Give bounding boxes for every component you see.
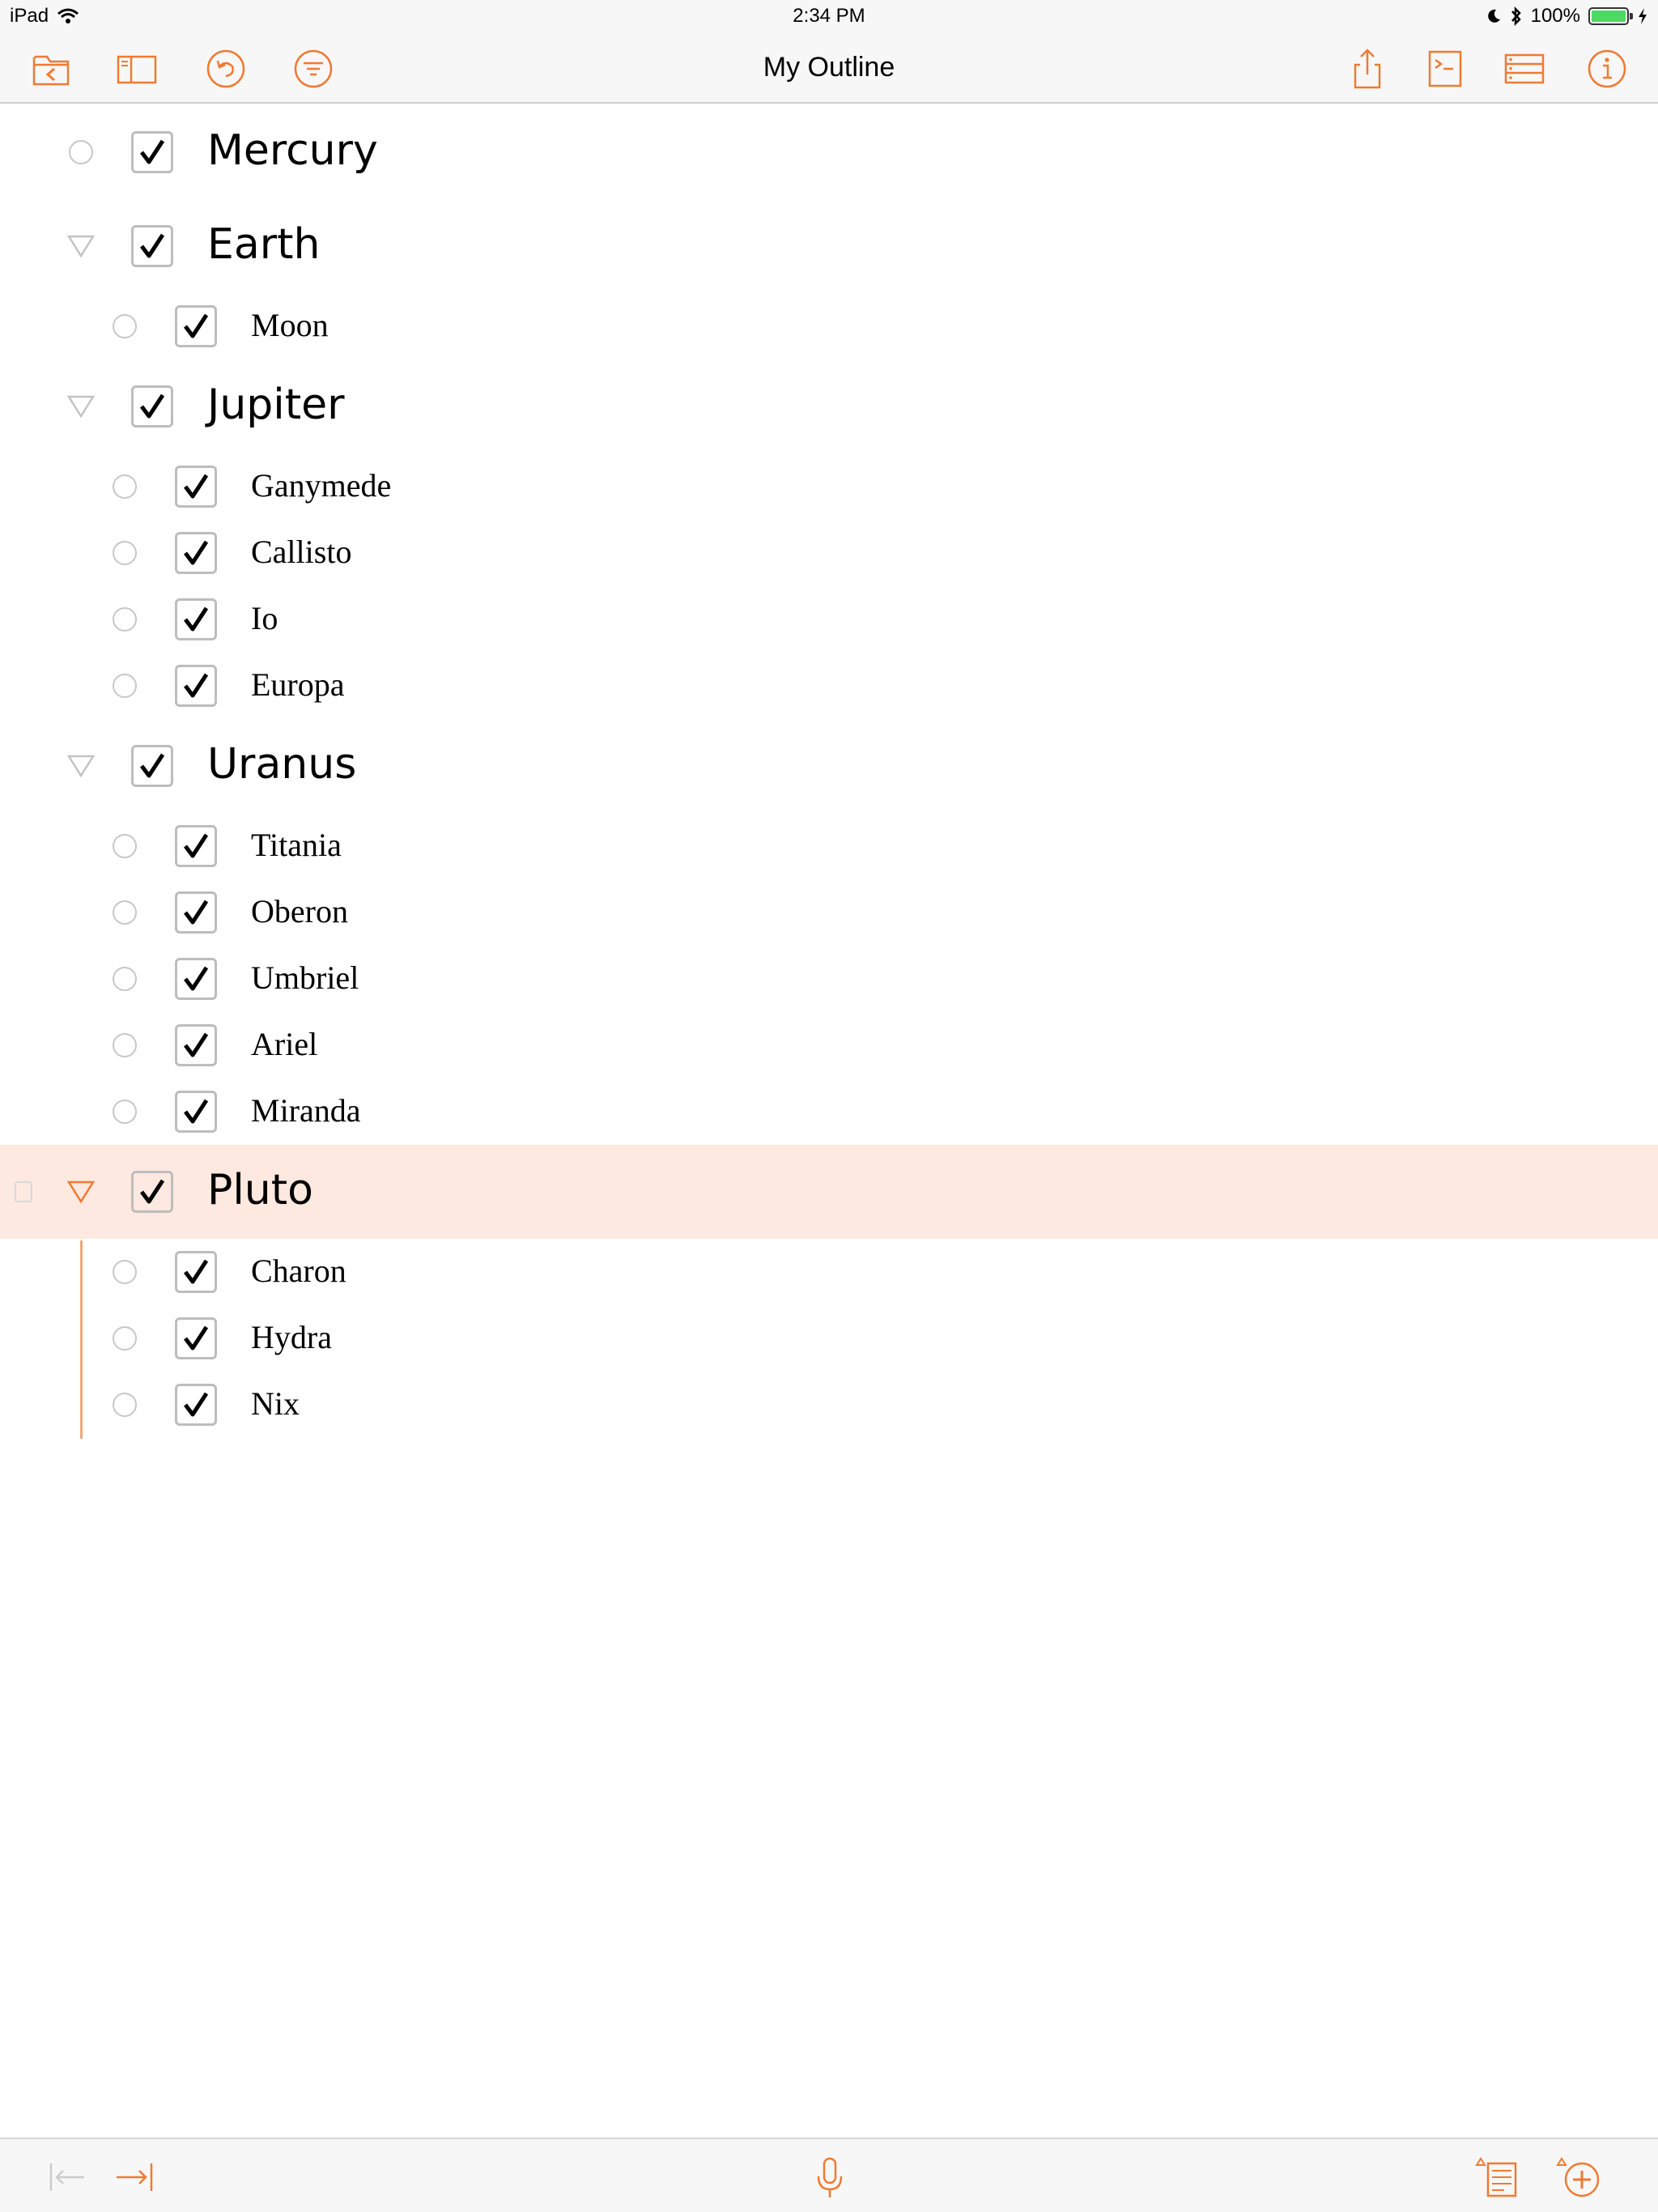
top-toolbar bbox=[0, 32, 1658, 104]
row-bullet-icon[interactable] bbox=[113, 1260, 137, 1284]
outline-row-parent[interactable] bbox=[0, 1145, 1658, 1239]
outline-row-child[interactable] bbox=[0, 1012, 1658, 1078]
row-bullet-icon[interactable] bbox=[113, 541, 137, 565]
outline-row-parent[interactable] bbox=[0, 719, 1658, 813]
status-checkbox[interactable] bbox=[131, 131, 173, 173]
outline-item-label[interactable]: Earth bbox=[207, 220, 321, 269]
outline-item-label[interactable]: Moon bbox=[251, 307, 329, 343]
status-checkbox[interactable] bbox=[175, 598, 217, 640]
disclosure-triangle-icon[interactable] bbox=[66, 393, 96, 419]
page-title: My Outline bbox=[763, 52, 895, 83]
checkmark-icon bbox=[180, 1389, 212, 1421]
checkmark-icon bbox=[180, 603, 212, 636]
row-bullet-icon[interactable] bbox=[113, 1326, 137, 1351]
row-bullet-icon[interactable] bbox=[113, 474, 137, 499]
outline-item-label[interactable]: Oberon bbox=[251, 893, 348, 929]
checkmark-icon bbox=[180, 963, 212, 995]
checkmark-icon bbox=[180, 1029, 212, 1061]
outline-item-label[interactable]: Titania bbox=[251, 827, 342, 863]
disclosure-triangle-icon[interactable] bbox=[66, 233, 96, 259]
checkmark-icon bbox=[180, 470, 212, 503]
outline-item-label[interactable]: Ariel bbox=[251, 1026, 318, 1062]
outline-item-label[interactable]: Uranus bbox=[207, 740, 357, 789]
outline-row-child[interactable] bbox=[0, 453, 1658, 520]
outline-item-label[interactable]: Nix bbox=[251, 1385, 300, 1422]
outline-row-child[interactable] bbox=[0, 1305, 1658, 1372]
status-checkbox[interactable] bbox=[131, 385, 173, 428]
outline-row-parent[interactable] bbox=[0, 199, 1658, 293]
status-checkbox[interactable] bbox=[175, 466, 217, 508]
device-name: iPad bbox=[10, 5, 49, 27]
checkmark-icon bbox=[180, 1095, 212, 1128]
info-icon[interactable] bbox=[1585, 47, 1629, 91]
checkmark-icon bbox=[180, 670, 212, 702]
outline-item-label[interactable]: Jupiter bbox=[207, 381, 345, 429]
checkmark-icon bbox=[180, 310, 212, 342]
row-bullet-icon[interactable] bbox=[113, 607, 137, 632]
battery-icon bbox=[1588, 7, 1629, 25]
battery-percent: 100% bbox=[1530, 5, 1580, 27]
checkmark-icon bbox=[180, 1256, 212, 1288]
outline-item-label[interactable]: Ganymede bbox=[251, 467, 392, 504]
status-checkbox[interactable] bbox=[175, 532, 217, 574]
status-checkbox[interactable] bbox=[175, 305, 217, 347]
outline-row-child[interactable] bbox=[0, 520, 1658, 586]
outline-row-child[interactable] bbox=[0, 813, 1658, 879]
row-bullet-icon[interactable] bbox=[113, 1033, 137, 1057]
outline-row-child[interactable] bbox=[0, 946, 1658, 1012]
checkmark-icon bbox=[180, 537, 212, 569]
status-checkbox[interactable] bbox=[175, 1251, 217, 1293]
outline-row-child[interactable] bbox=[0, 879, 1658, 946]
add-row-icon[interactable] bbox=[1556, 2155, 1600, 2199]
bluetooth-icon bbox=[1510, 6, 1523, 26]
status-checkbox[interactable] bbox=[175, 1317, 217, 1359]
outline-item-label[interactable]: Callisto bbox=[251, 534, 352, 570]
outdent-icon[interactable] bbox=[47, 2155, 91, 2199]
outline-row-child[interactable] bbox=[0, 653, 1658, 719]
checkmark-icon bbox=[180, 1322, 212, 1355]
outline-row-child[interactable] bbox=[0, 586, 1658, 653]
status-right bbox=[1486, 5, 1648, 28]
outline-item-label[interactable]: Europa bbox=[251, 666, 345, 703]
row-bullet-icon[interactable] bbox=[113, 834, 137, 858]
disclosure-triangle-icon[interactable] bbox=[66, 1179, 96, 1205]
checkmark-icon bbox=[136, 230, 168, 262]
indent-icon[interactable] bbox=[112, 2155, 155, 2199]
outline-row-parent[interactable] bbox=[0, 105, 1658, 199]
row-bullet-icon[interactable] bbox=[113, 1100, 137, 1124]
row-bullet-icon[interactable] bbox=[113, 1393, 137, 1417]
terminal-icon[interactable] bbox=[1423, 47, 1467, 91]
outline-row-parent[interactable] bbox=[0, 359, 1658, 453]
status-checkbox[interactable] bbox=[175, 825, 217, 867]
status-checkbox[interactable] bbox=[175, 1384, 217, 1426]
bottom-toolbar bbox=[0, 2138, 1658, 2212]
row-bullet-icon[interactable] bbox=[113, 674, 137, 698]
status-checkbox[interactable] bbox=[175, 665, 217, 707]
checkmark-icon bbox=[136, 750, 168, 782]
row-bullet-icon[interactable] bbox=[113, 900, 137, 925]
outline-row-child[interactable] bbox=[0, 1078, 1658, 1145]
checkmark-icon bbox=[180, 896, 212, 929]
checkmark-icon bbox=[136, 136, 168, 168]
drag-handle-icon[interactable] bbox=[15, 1181, 32, 1202]
outline-row-child[interactable] bbox=[0, 1372, 1658, 1438]
outline-item-label[interactable]: Hydra bbox=[251, 1319, 332, 1355]
status-checkbox[interactable] bbox=[131, 225, 173, 267]
disclosure-triangle-icon[interactable] bbox=[66, 753, 96, 779]
status-checkbox[interactable] bbox=[131, 1171, 173, 1213]
status-checkbox[interactable] bbox=[175, 958, 217, 1000]
status-time: 2:34 PM bbox=[793, 5, 865, 27]
outline-item-label[interactable]: Io bbox=[251, 600, 278, 636]
add-note-icon[interactable] bbox=[1475, 2155, 1519, 2199]
status-checkbox[interactable] bbox=[131, 745, 173, 787]
outline-row-child[interactable] bbox=[0, 293, 1658, 359]
status-checkbox[interactable] bbox=[175, 1024, 217, 1066]
checkmark-icon bbox=[136, 390, 168, 423]
outline-item-label[interactable]: Miranda bbox=[251, 1092, 361, 1129]
share-icon[interactable] bbox=[1346, 47, 1389, 91]
row-bullet-icon[interactable] bbox=[69, 140, 93, 164]
outline-style-icon[interactable] bbox=[1503, 47, 1546, 91]
outline-item-label[interactable]: Pluto bbox=[207, 1166, 313, 1214]
row-bullet-icon[interactable] bbox=[113, 967, 137, 991]
outline-item-label[interactable]: Umbriel bbox=[251, 959, 359, 996]
outline-row-child[interactable] bbox=[0, 1239, 1658, 1305]
microphone-icon[interactable] bbox=[808, 2155, 852, 2199]
checkmark-icon bbox=[180, 830, 212, 862]
status-checkbox[interactable] bbox=[175, 891, 217, 934]
moon-icon bbox=[1486, 8, 1502, 24]
outline-item-label[interactable]: Charon bbox=[251, 1253, 346, 1289]
status-checkbox[interactable] bbox=[175, 1091, 217, 1133]
pluto-children-guide bbox=[80, 1240, 83, 1439]
row-bullet-icon[interactable] bbox=[113, 314, 137, 338]
checkmark-icon bbox=[136, 1176, 168, 1208]
outline-item-label[interactable]: Mercury bbox=[207, 126, 378, 175]
status-bar bbox=[0, 0, 1658, 32]
charging-icon bbox=[1637, 7, 1648, 25]
